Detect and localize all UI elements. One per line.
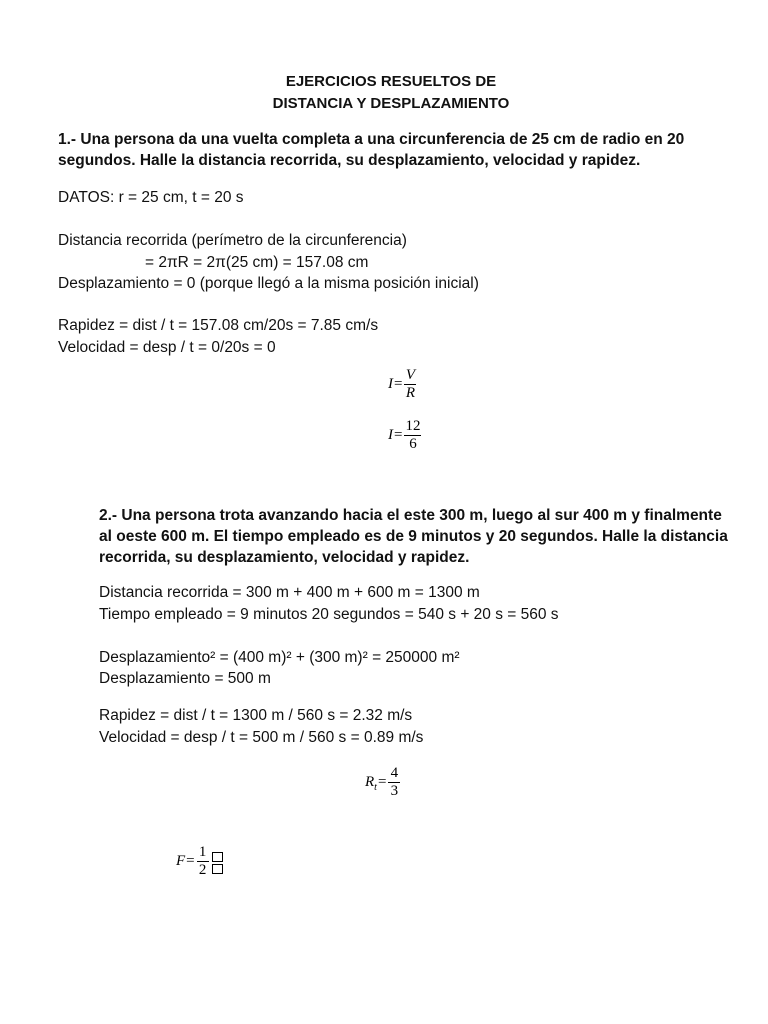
formula-lhs: F — [176, 853, 186, 869]
fraction — [197, 845, 209, 878]
fraction-denominator: R — [405, 385, 416, 401]
formula-lhs: I — [388, 427, 393, 443]
formula-f-1-over-2 — [176, 845, 223, 878]
title-line-2: DISTANCIA Y DESPLAZAMIENTO — [272, 95, 510, 112]
exercise-2-distance: Distancia recorrida = 300 m + 400 m + 600 m = 1300 m — [99, 584, 480, 601]
fraction-denominator: 6 — [409, 436, 417, 452]
formula-lhs: I — [388, 376, 393, 392]
fraction — [404, 368, 416, 401]
placeholder-boxes — [212, 850, 223, 874]
exercise-2-statement-line-3: recorrida, su desplazamiento, velocidad y rapidez. — [99, 549, 470, 566]
exercise-2-statement-line-1: 2.- Una persona trota avanzando hacia el este 300 m, luego al sur 400 m y finalmente — [99, 507, 722, 524]
fraction-denominator: 3 — [390, 783, 399, 799]
title-line-1: EJERCICIOS RESUELTOS DE — [285, 73, 497, 90]
data-values: r = 25 cm, t = 20 s — [114, 189, 244, 206]
fraction-denominator: 2 — [198, 862, 207, 878]
exercise-1-statement-line-2: segundos. Halle la distancia recorrida, su desplazamiento, velocidad y rapidez. — [58, 152, 641, 169]
exercise-2-displacement-squared: Desplazamiento² = (400 m)² + (300 m)² = 250000 m² — [99, 649, 460, 666]
formula-i-v-over-r — [388, 368, 416, 401]
formula-equals: = — [377, 774, 387, 790]
exercise-1-data — [58, 189, 244, 207]
formula-lhs: R — [365, 774, 375, 790]
exercise-2-statement-line-2: al oeste 600 m. El tiempo empleado es de 9 minutos y 20 segundos. Halle la distancia — [99, 528, 728, 545]
formula-i-12-over-6 — [388, 419, 421, 452]
fraction — [404, 419, 421, 452]
exercise-1-statement-line-1: 1.- Una persona da una vuelta completa a una circunferencia de 25 cm de radio en 20 — [58, 131, 685, 148]
exercise-2-speed: Rapidez = dist / t = 1300 m / 560 s = 2.32 m/s — [99, 707, 413, 724]
placeholder-box-icon — [212, 852, 223, 862]
formula-rt-4-over-3 — [365, 766, 400, 799]
formula-equals: = — [394, 376, 403, 392]
exercise-1-velocity: Velocidad = desp / t = 0/20s = 0 — [58, 339, 276, 356]
formula-equals: = — [394, 427, 403, 443]
fraction-numerator: 12 — [405, 418, 421, 434]
exercise-2-displacement: Desplazamiento = 500 m — [99, 670, 271, 687]
exercise-1-distance-heading: Distancia recorrida (perímetro de la circunferencia) — [58, 232, 407, 249]
fraction-numerator: V — [405, 367, 416, 383]
exercise-1-distance-value: = 2πR = 2π(25 cm) = 157.08 cm — [145, 254, 369, 271]
fraction-numerator: 1 — [197, 845, 209, 862]
fraction — [388, 766, 400, 799]
fraction-numerator: 4 — [388, 766, 400, 783]
data-label: DATOS: — [58, 189, 115, 206]
formula-equals: = — [186, 853, 195, 869]
exercise-1-speed: Rapidez = dist / t = 157.08 cm/20s = 7.85 cm/s — [58, 317, 379, 334]
exercise-2-velocity: Velocidad = desp / t = 500 m / 560 s = 0.89 m/s — [99, 729, 424, 746]
placeholder-box-icon — [212, 864, 223, 874]
formula-subscript: t — [374, 782, 377, 793]
exercise-1-displacement: Desplazamiento = 0 (porque llegó a la misma posición inicial) — [58, 275, 479, 292]
exercise-2-time: Tiempo empleado = 9 minutos 20 segundos = 540 s + 20 s = 560 s — [99, 606, 559, 623]
